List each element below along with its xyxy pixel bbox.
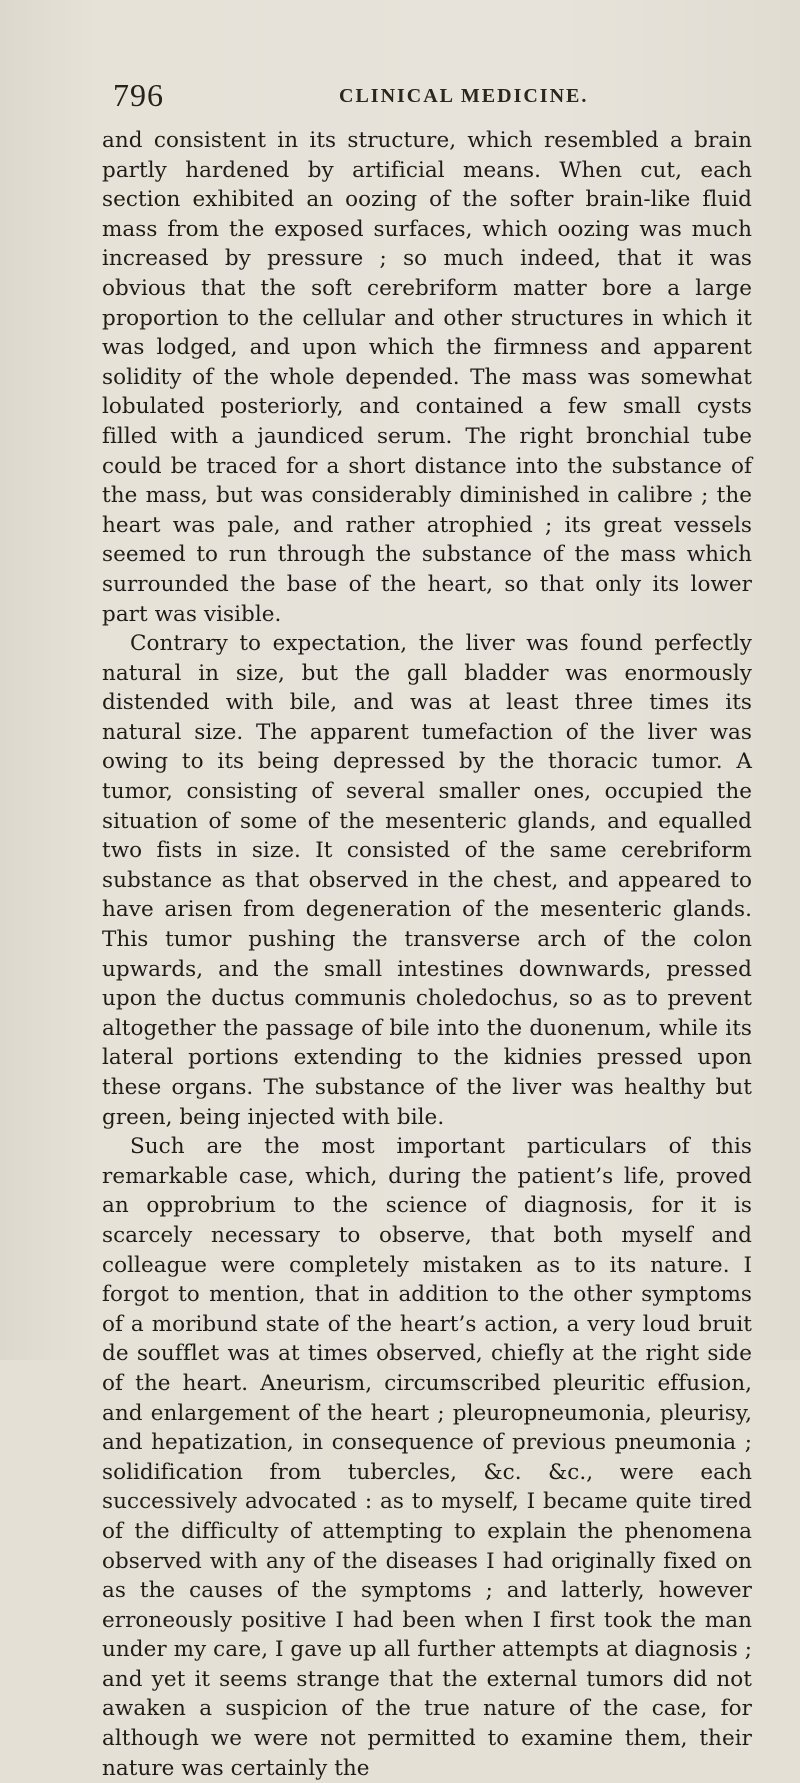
running-head xyxy=(113,77,760,117)
page-number: 796 xyxy=(113,77,164,113)
running-title: CLINICAL MEDICINE. xyxy=(339,85,589,107)
body-text xyxy=(102,126,752,1783)
paragraph-3: Such are the most important particulars of this remarkable case, which, during the patient’s life, proved an opprobrium to the science of diagnosis, for it is scarcely necessary to observe, that both myself and colleague were completely mistaken as to its nature. I forgot to mention, that in addition to the other symptoms of a moribund state of the heart’s action, a very loud bruit de soufflet was at times observed, chiefly at the right side of the heart. Aneurism, circumscribed pleuritic effusion, and enlargement of the heart ; pleuropneumonia, pleurisy, and hepatization, in consequence of previous pneumonia ; solidification from tubercles, &c. &c., were each successively advocated : as to myself, I became quite tired of the difficulty of attempting to explain the phenomena observed with any of the diseases I had originally fixed on as the causes of the symptoms ; and latterly, however erroneously positive I had been when I first took the man under my care, I gave up all further attempts at diagnosis ; and yet it seems strange that the external tumors did not awaken a suspicion of the true nature of the case, for although we were not permitted to examine them, their nature was certainly the xyxy=(102,1134,752,1781)
paragraph-2: Contrary to expectation, the liver was found perfectly natural in size, but the gall bladder was enormously distended with bile, and was at least three times its natural size. The apparent tumefaction of the liver was owing to its being depressed by the thoracic tumor. A tumor, consisting of several smaller ones, occupied the situation of some of the mesenteric glands, and equalled two fists in size. It consisted of the same cerebriform substance as that observed in the chest, and appeared to have arisen from degeneration of the mesenteric glands. This tumor pushing the transverse arch of the colon upwards, and the small intestines downwards, pressed upon the ductus communis choledochus, so as to prevent altogether the passage of bile into the duonenum, while its lateral portions extending to the kidnies pressed upon these organs. The substance of the liver was healthy but green, being injected with bile. xyxy=(102,631,752,1130)
paragraph-1: and consistent in its structure, which resembled a brain partly hardened by artificial means. When cut, each section exhibited an oozing of the softer brain-like fluid mass from the exposed surfaces, which oozing was much increased by pressure ; so much indeed, that it was obvious that the soft cerebriform matter bore a large proportion to the cellular and other structures in which it was lodged, and upon which the firmness and apparent solidity of the whole depended. The mass was somewhat lobulated posteriorly, and contained a few small cysts filled with a jaundiced serum. The right bronchial tube could be traced for a short distance into the substance of the mass, but was considerably diminished in calibre ; the heart was pale, and rather atrophied ; its great vessels seemed to run through the substance of the mass which surrounded the base of the heart, so that only its lower part was visible. xyxy=(102,128,752,627)
